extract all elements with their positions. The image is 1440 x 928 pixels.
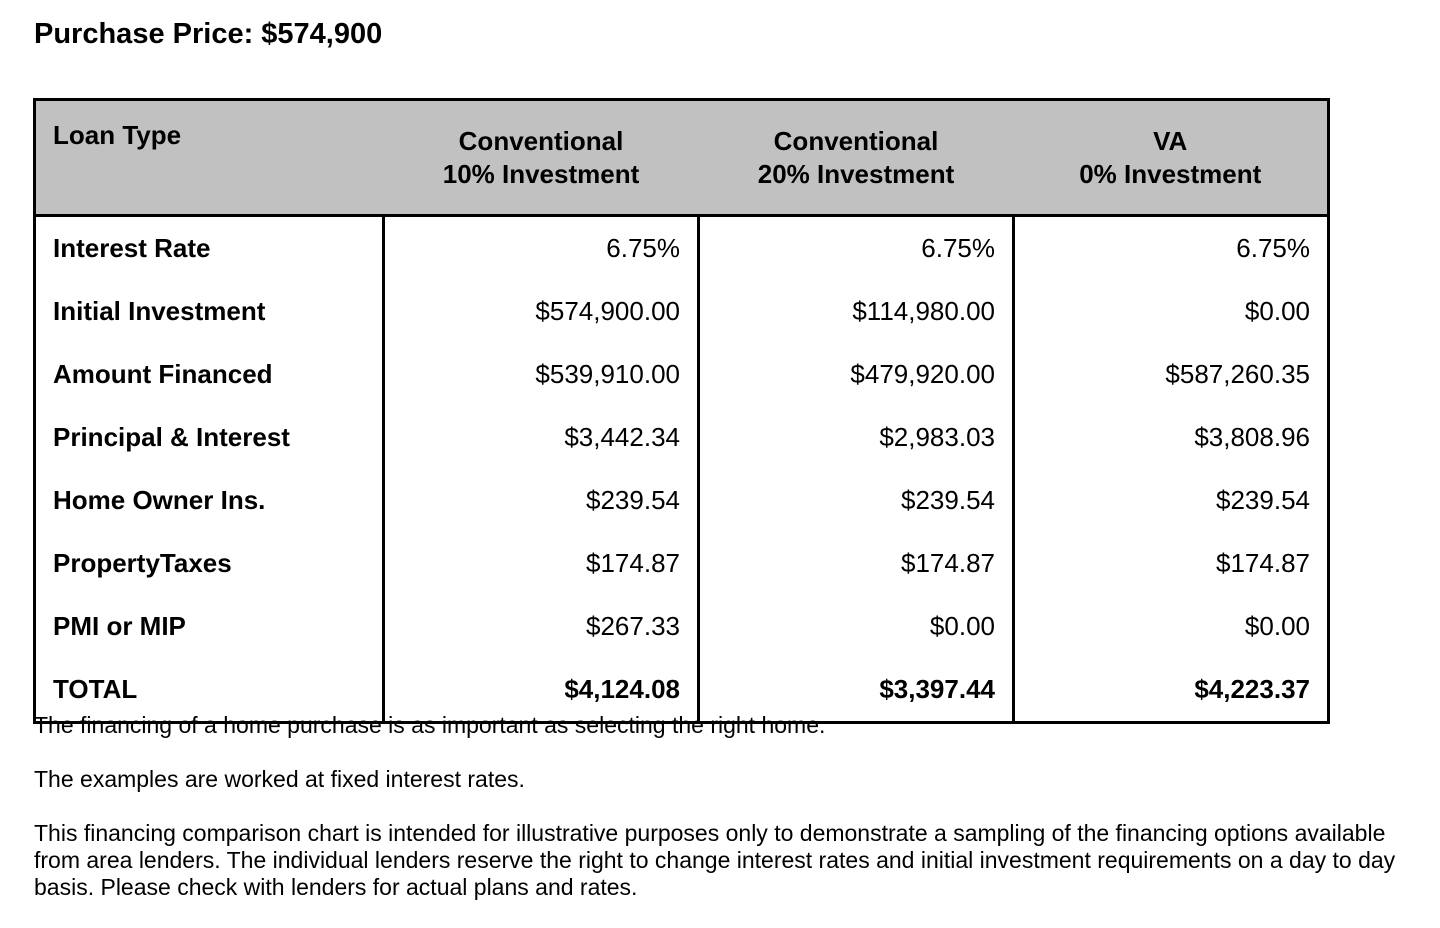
cell-value: $4,223.37	[1014, 658, 1329, 723]
row-label: Initial Investment	[35, 280, 384, 343]
cell-value: $0.00	[1014, 595, 1329, 658]
row-label: Home Owner Ins.	[35, 469, 384, 532]
header-conventional-20	[699, 100, 1014, 216]
disclaimer-notes	[34, 712, 1429, 928]
table-row-initial-investment	[35, 280, 1329, 343]
cell-value: $174.87	[699, 532, 1014, 595]
cell-value: $239.54	[1014, 469, 1329, 532]
cell-value: $267.33	[384, 595, 699, 658]
cell-value: 6.75%	[699, 216, 1014, 281]
header-conventional-10	[384, 100, 699, 216]
cell-value: $4,124.08	[384, 658, 699, 723]
header-line-2: 10% Investment	[442, 158, 640, 189]
cell-value: 6.75%	[1014, 216, 1329, 281]
note-paragraph: This financing comparison chart is intended for illustrative purposes only to demonstrate a sampling of the financing options available from area lenders. The individual lenders reserve the right to change interest rates and initial investment requirements on a day to day basis. Please check with lenders for actual plans and rates.	[34, 820, 1396, 900]
row-label: PMI or MIP	[35, 595, 384, 658]
cell-value: $2,983.03	[699, 406, 1014, 469]
header-line-1: Conventional	[458, 125, 624, 156]
cell-value: $539,910.00	[384, 343, 699, 406]
header-line-1: VA	[1153, 125, 1188, 156]
cell-value: $174.87	[384, 532, 699, 595]
cell-value: $3,397.44	[699, 658, 1014, 723]
row-label: Principal & Interest	[35, 406, 384, 469]
header-va-0	[1014, 100, 1329, 216]
header-loan-type: Loan Type	[35, 100, 384, 216]
table-row-amount-financed	[35, 343, 1329, 406]
cell-value: $587,260.35	[1014, 343, 1329, 406]
row-label: TOTAL	[35, 658, 384, 723]
table-row-interest-rate	[35, 216, 1329, 281]
cell-value: 6.75%	[384, 216, 699, 281]
loan-comparison-table	[33, 98, 1330, 724]
cell-value: $574,900.00	[384, 280, 699, 343]
cell-value: $0.00	[1014, 280, 1329, 343]
row-label: PropertyTaxes	[35, 532, 384, 595]
header-line-2: 20% Investment	[757, 158, 955, 189]
table-row-pmi-mip	[35, 595, 1329, 658]
row-label: Amount Financed	[35, 343, 384, 406]
cell-value: $114,980.00	[699, 280, 1014, 343]
purchase-price-title: Purchase Price: $574,900	[34, 18, 383, 50]
row-label: Interest Rate	[35, 216, 384, 281]
header-line-1: Conventional	[773, 125, 939, 156]
note-paragraph: The examples are worked at fixed interest rates.	[34, 766, 525, 792]
table-header-row	[35, 100, 1329, 216]
cell-value: $3,442.34	[384, 406, 699, 469]
cell-value: $479,920.00	[699, 343, 1014, 406]
cell-value: $174.87	[1014, 532, 1329, 595]
cell-value: $239.54	[699, 469, 1014, 532]
cell-value: $3,808.96	[1014, 406, 1329, 469]
note-paragraph: The financing of a home purchase is as important as selecting the right home.	[34, 712, 826, 738]
cell-value: $239.54	[384, 469, 699, 532]
table-row-principal-interest	[35, 406, 1329, 469]
table-row-home-owner-ins	[35, 469, 1329, 532]
header-line-2: 0% Investment	[1079, 158, 1262, 189]
cell-value: $0.00	[699, 595, 1014, 658]
table-row-property-taxes	[35, 532, 1329, 595]
